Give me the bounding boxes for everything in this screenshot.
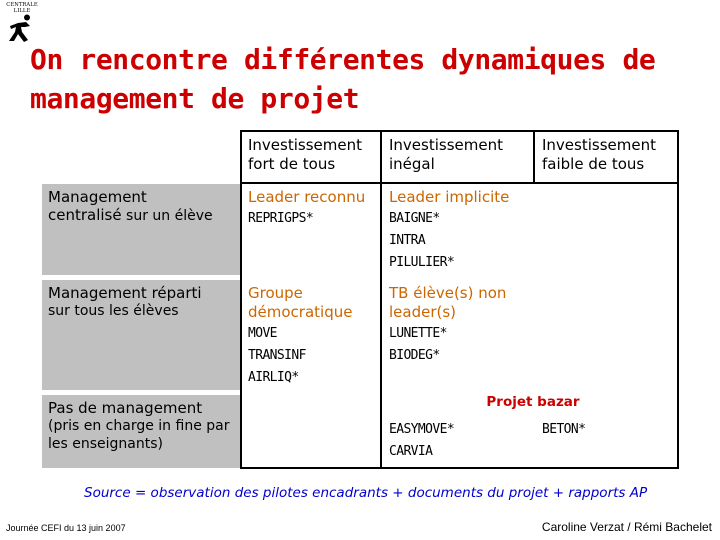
logo-wordmark-line2: LILLE xyxy=(13,8,31,14)
project-name: REPRIGPS* xyxy=(248,211,314,226)
project-name: EASYMOVE* xyxy=(389,422,455,437)
slide-title-line1: On rencontre différentes dynamiques de xyxy=(30,43,656,76)
logo-wordmark xyxy=(2,2,42,14)
logo-wordmark-line1: CENTRALE xyxy=(6,2,38,8)
cell-projects-democratic-group xyxy=(248,323,306,389)
grid-line-top xyxy=(240,130,679,132)
cell-label-recognized-leader: Leader reconnu xyxy=(248,188,366,206)
slide-title-line2: management de projet xyxy=(30,82,360,115)
row-header-distributed: Management réparti sur tous les élèves xyxy=(48,284,202,319)
cell-projects-no-management-unequal xyxy=(389,419,454,463)
footer-authors: Caroline Verzat / Rémi Bachelet xyxy=(541,520,712,534)
project-name: PILULIER* xyxy=(389,255,455,270)
project-name: CARVIA xyxy=(389,444,433,459)
project-name: BETON* xyxy=(542,422,586,437)
cell-projects-no-management-weak xyxy=(542,419,585,441)
project-name: LUNETTE* xyxy=(389,326,447,341)
grid-line-bottom xyxy=(240,467,679,469)
column-header-strong-investment: Investissement fort de tous xyxy=(248,136,362,173)
cell-label-democratic-group: Groupe démocratique xyxy=(248,284,353,321)
source-note: Source = observation des pilotes encadrants + documents du projet + rapports AP xyxy=(84,485,648,501)
project-name: BAIGNE* xyxy=(389,211,440,226)
cell-projects-implicit-leader xyxy=(389,208,454,274)
row-header-no-management: Pas de management (pris en charge in fine par les enseignants) xyxy=(48,399,230,452)
cell-label-non-leader-students: TB élève(s) non leader(s) xyxy=(389,284,507,321)
grid-line-right xyxy=(677,130,679,469)
project-name: AIRLIQ* xyxy=(248,370,299,385)
column-header-unequal-investment: Investissement inégal xyxy=(389,136,503,173)
project-name: MOVE xyxy=(248,326,277,341)
project-name: BIODEG* xyxy=(389,348,440,363)
row-separator xyxy=(42,275,241,280)
grid-line-col2 xyxy=(380,130,382,469)
cell-label-implicit-leader: Leader implicite xyxy=(389,188,510,206)
cell-projects-recognized-leader xyxy=(248,208,313,230)
grid-line-col3 xyxy=(533,130,535,184)
cell-projects-non-leader-students xyxy=(389,323,447,367)
slide-title xyxy=(30,40,710,118)
row-separator xyxy=(42,390,241,395)
column-header-weak-investment: Investissement faible de tous xyxy=(542,136,656,173)
project-name: TRANSINF xyxy=(248,348,306,363)
footer-event: Journée CEFI du 13 juin 2007 xyxy=(6,523,126,533)
grid-line-col1 xyxy=(240,130,242,469)
row-header-centralized: Management centralisé sur un élève xyxy=(48,188,213,224)
grid-line-header-bottom xyxy=(240,182,679,184)
project-name: INTRA xyxy=(389,233,426,248)
projet-bazar-label: Projet bazar xyxy=(481,391,585,413)
